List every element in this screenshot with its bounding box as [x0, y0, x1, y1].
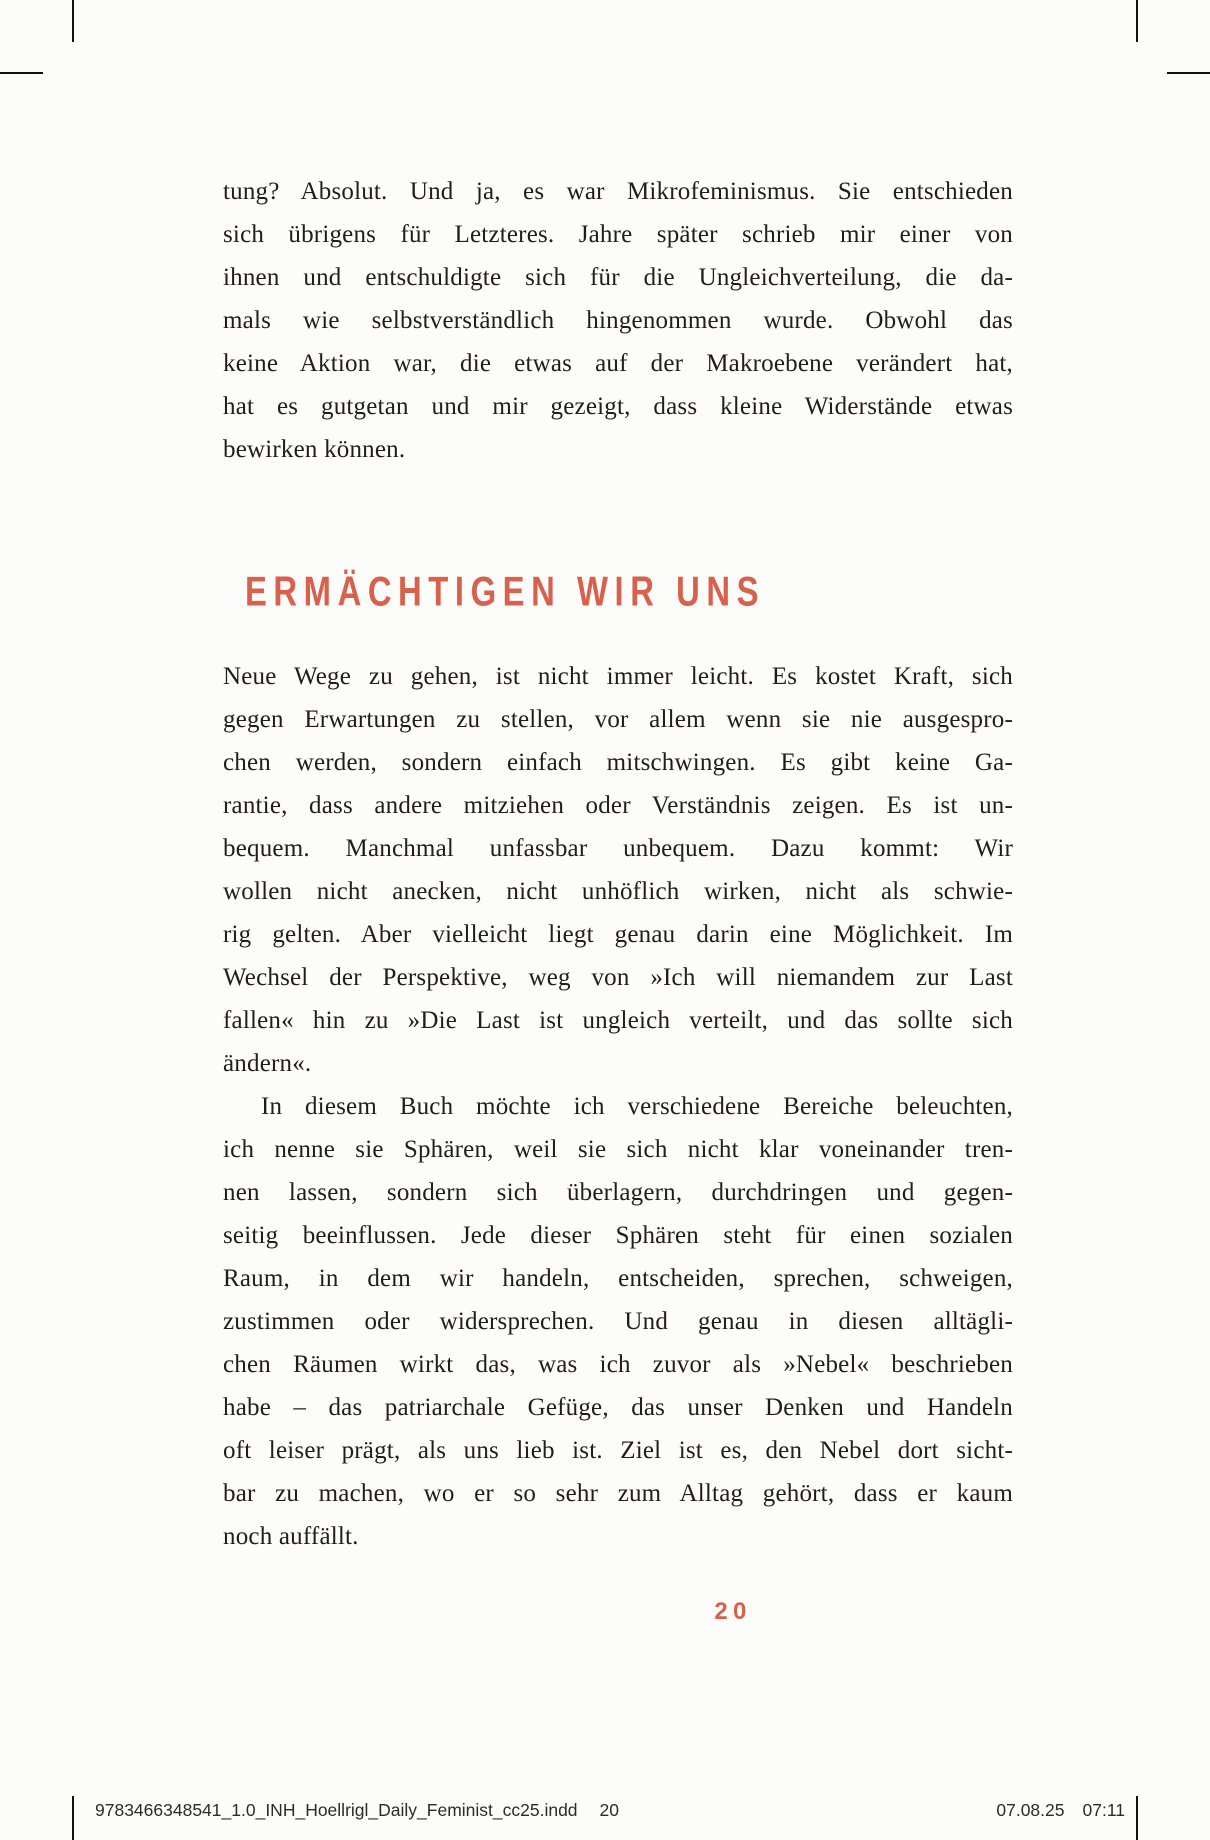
- slug-file-name: 9783466348541_1.0_INH_Hoellrigl_Daily_Feminist_cc25.indd: [95, 1800, 578, 1820]
- text-line: rantie, dass andere mitziehen oder Verständnis zeigen. Es ist un-: [223, 792, 1013, 819]
- text-line: chen werden, sondern einfach mitschwingen. Es gibt keine Ga-: [223, 749, 1013, 776]
- prepress-slug: [0, 1800, 1210, 1828]
- text-line: ändern«.: [223, 1050, 312, 1077]
- paragraph-section-1: [223, 655, 1013, 1085]
- text-line: In diesem Buch möchte ich verschiedene Bereiche beleuchten,: [261, 1093, 1013, 1120]
- text-line: oft leiser prägt, als uns lieb ist. Ziel ist es, den Nebel dort sicht-: [223, 1437, 1013, 1464]
- text-line: ich nenne sie Sphären, weil sie sich nicht klar voneinander tren-: [223, 1136, 1013, 1163]
- crop-mark-top-right-vertical: [1136, 0, 1138, 42]
- text-line: Raum, in dem wir handeln, entscheiden, sprechen, schweigen,: [223, 1265, 1013, 1292]
- slug-file-page: 20: [599, 1800, 620, 1820]
- text-line: bar zu machen, wo er so sehr zum Alltag gehört, dass er kaum: [223, 1480, 1013, 1507]
- text-line: keine Aktion war, die etwas auf der Makroebene verändert hat,: [223, 350, 1013, 377]
- section-body: [223, 655, 1013, 1558]
- text-line: seitig beeinflussen. Jede dieser Sphären steht für einen sozialen: [223, 1222, 1013, 1249]
- text-line: Neue Wege zu gehen, ist nicht immer leicht. Es kostet Kraft, sich: [223, 663, 1013, 690]
- text-line: tung? Absolut. Und ja, es war Mikrofeminismus. Sie entschieden: [223, 178, 1013, 205]
- text-line: fallen« hin zu »Die Last ist ungleich verteilt, und das sollte sich: [223, 1007, 1013, 1034]
- paragraph-intro: [223, 170, 1013, 471]
- text-line: habe – das patriarchale Gefüge, das unser Denken und Handeln: [223, 1394, 1013, 1421]
- text-line: chen Räumen wirkt das, was ich zuvor als »Nebel« beschrieben: [223, 1351, 1013, 1378]
- text-line: wollen nicht anecken, nicht unhöflich wirken, nicht als schwie-: [223, 878, 1013, 905]
- text-line: hat es gutgetan und mir gezeigt, dass kleine Widerstände etwas: [223, 393, 1013, 420]
- text-line: gegen Erwartungen zu stellen, vor allem wenn sie nie ausgespro-: [223, 706, 1013, 733]
- page-number: 20: [714, 1598, 752, 1625]
- text-line: mals wie selbstverständlich hingenommen wurde. Obwohl das: [223, 307, 1013, 334]
- text-line: ihnen und entschuldigte sich für die Ungleichverteilung, die da-: [223, 264, 1013, 291]
- text-line: nen lassen, sondern sich überlagern, durchdringen und gegen-: [223, 1179, 1013, 1206]
- text-line: zustimmen oder widersprechen. Und genau in diesen alltägli-: [223, 1308, 1013, 1335]
- slug-time: 07:11: [1082, 1800, 1125, 1820]
- crop-mark-top-left-vertical: [72, 0, 74, 42]
- text-line: noch auffällt.: [223, 1523, 359, 1550]
- slug-file-info: [95, 1800, 619, 1821]
- crop-mark-top-right-horizontal: [1167, 72, 1210, 74]
- text-line: rig gelten. Aber vielleicht liegt genau darin eine Möglichkeit. Im: [223, 921, 1013, 948]
- crop-mark-top-left-horizontal: [0, 72, 43, 74]
- text-line: Wechsel der Perspektive, weg von »Ich will niemandem zur Last: [223, 964, 1013, 991]
- text-line: sich übrigens für Letzteres. Jahre später schrieb mir einer von: [223, 221, 1013, 248]
- section-heading: ERMÄCHTIGEN WIR UNS: [245, 568, 766, 616]
- paragraph-section-2: [223, 1085, 1013, 1558]
- slug-timestamp: [996, 1800, 1125, 1821]
- text-line: bewirken können.: [223, 436, 406, 463]
- slug-date: 07.08.25: [996, 1800, 1065, 1820]
- text-line: bequem. Manchmal unfassbar unbequem. Dazu kommt: Wir: [223, 835, 1013, 862]
